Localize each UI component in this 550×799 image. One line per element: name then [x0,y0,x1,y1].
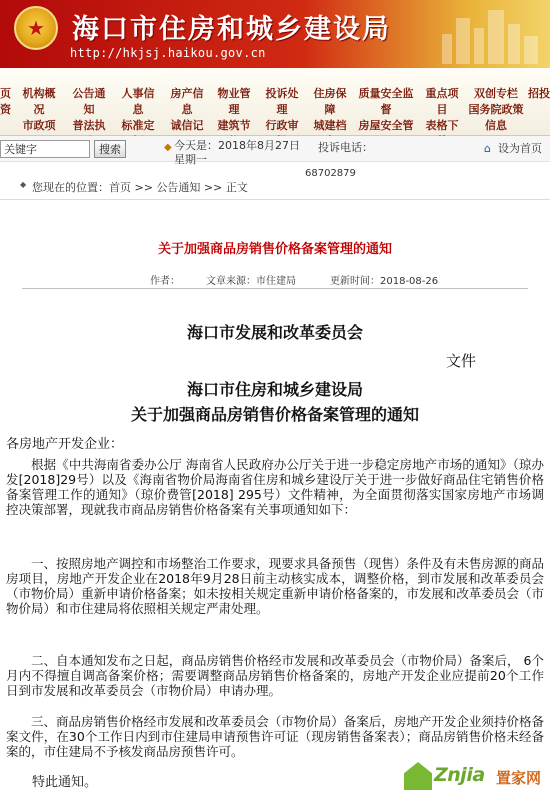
article-author: 作者： [150,276,180,287]
paragraph-1: 一、按照房地产调控和市场整治工作要求，现要求具备预售（现售）条件及有未售房源的商品房项目，房地产开发企业在2018年9月28日前主动核实成本，调整价格，到市发展和改革委员会（市物价局）重新申请价格备案；如未按相关规定重新申请价格备案的，市发展和改革委员会（市物价局）和市住建局将依照相关规定严肃处理。 [6,556,544,616]
doc-issuer-2: 海口市住房和城乡建设局 [186,380,363,399]
watermark-brand: Znjia [434,764,485,786]
nav-item-estate-mgmt[interactable]: 物业管理 建筑节 [217,87,251,132]
paragraph-intro: 根据《中共海南省委办公厅 海南省人民政府办公厅关于进一步稳定房地产市场的通知》（琼办发[2018]29号）以及《海南省物价局海南省住房和城乡建设厅关于进一步做好商品住宅销售价格备案管理工作的通知》（琼价费管[2018] 295号）文件精神，为全面贯彻落实国家房地产市场调控决策部署，现就我市商品房销售价格备案有关事项通知如下： [6,457,544,517]
doc-issuer-1: 海口市发展和改革委员会 [186,323,363,342]
divider [0,199,550,200]
watermark-logo [404,760,550,794]
nav-item-hr[interactable]: 人事信息 标准定 [121,87,155,132]
bullet-icon: ◆ [20,180,27,189]
salutation: 各房地产开发企业： [6,437,124,452]
nav-item-home[interactable]: 页 资 [0,87,11,116]
closing: 特此通知。 [32,775,98,790]
nav-item-key-projects[interactable]: 重点项目 表格下 [425,87,459,132]
doc-subject: 关于加强商品房销售价格备案管理的通知 [130,405,419,424]
bullet-icon: ◆ [164,142,172,153]
site-url: http://hkjsj.haikou.gov.cn [70,46,266,60]
search-button[interactable]: 搜索 [94,140,126,158]
site-banner [0,0,550,68]
complaint-tel-value: 68702879 [305,168,356,179]
watermark-text: 置家网 [496,769,542,787]
breadcrumb-current: 正文 [225,181,248,194]
article-meta [0,270,550,288]
doc-suffix: 文件 [446,352,477,370]
breadcrumb-separator: >> [200,181,226,194]
paragraph-3: 三、商品房销售价格经市发展和改革委员会（市物价局）备案后，房地产开发企业须持价格备案文件，在30个工作日内到市住建局申请预售许可证（现房销售备案表）；商品房销售价格未经备案的，市住建局不予核发商品房预售许可。 [6,714,544,759]
article-updated: 更新时间：2018-08-26 [330,276,439,287]
home-icon[interactable]: ⌂ [484,142,491,155]
current-date: 今天是：2018年8月27日 星期一 [174,139,300,166]
nav-item-complaints[interactable]: 投诉处理 行政审 [265,87,299,132]
nav-item-campaign[interactable]: 双创专栏 国务院政策信息 [468,87,524,132]
breadcrumb-section[interactable]: 公告通知 [156,181,201,194]
paragraph-2: 二、自本通知发布之日起，商品房销售价格经市发展和改革委员会（市物价局）备案后， 6个月内不得擅自调高备案价格；需要调整商品房销售价格备案的，房地产开发企业应提前20个工作日到市发展和改革委员会（市物价局）申请办理。 [6,653,544,698]
set-homepage-link[interactable]: 设为首页 [498,142,542,155]
search-input[interactable] [0,140,90,158]
main-nav [0,68,550,136]
nav-item-quality[interactable]: 质量安全监督 房屋安全管 [358,87,414,132]
article-title: 关于加强商品房销售价格备案管理的通知 [157,242,392,257]
nav-item-property[interactable]: 房产信息 诚信记 [170,87,204,132]
skyline-decoration [434,8,544,64]
national-emblem-icon [14,6,58,50]
breadcrumb-prefix: 您现在的位置： [32,181,109,194]
breadcrumb-separator: >> [131,181,157,194]
breadcrumb [0,176,550,196]
nav-item-housing[interactable]: 住房保障 城建档 [313,87,347,132]
article-source: 文章来源：市住建局 [206,276,296,287]
nav-item-notices[interactable]: 公告通知 普法执 [72,87,106,132]
house-icon [404,762,432,790]
nav-item-org[interactable]: 机构概况 市政项 [22,87,56,132]
breadcrumb-home[interactable]: 首页 [109,181,131,194]
nav-item-bidding[interactable]: 招投 [528,87,550,100]
complaint-tel-label: 投诉电话： [318,141,373,154]
divider [22,288,528,289]
toolbar-row [0,136,550,179]
site-title: 海口市住房和城乡建设局 [72,14,391,45]
